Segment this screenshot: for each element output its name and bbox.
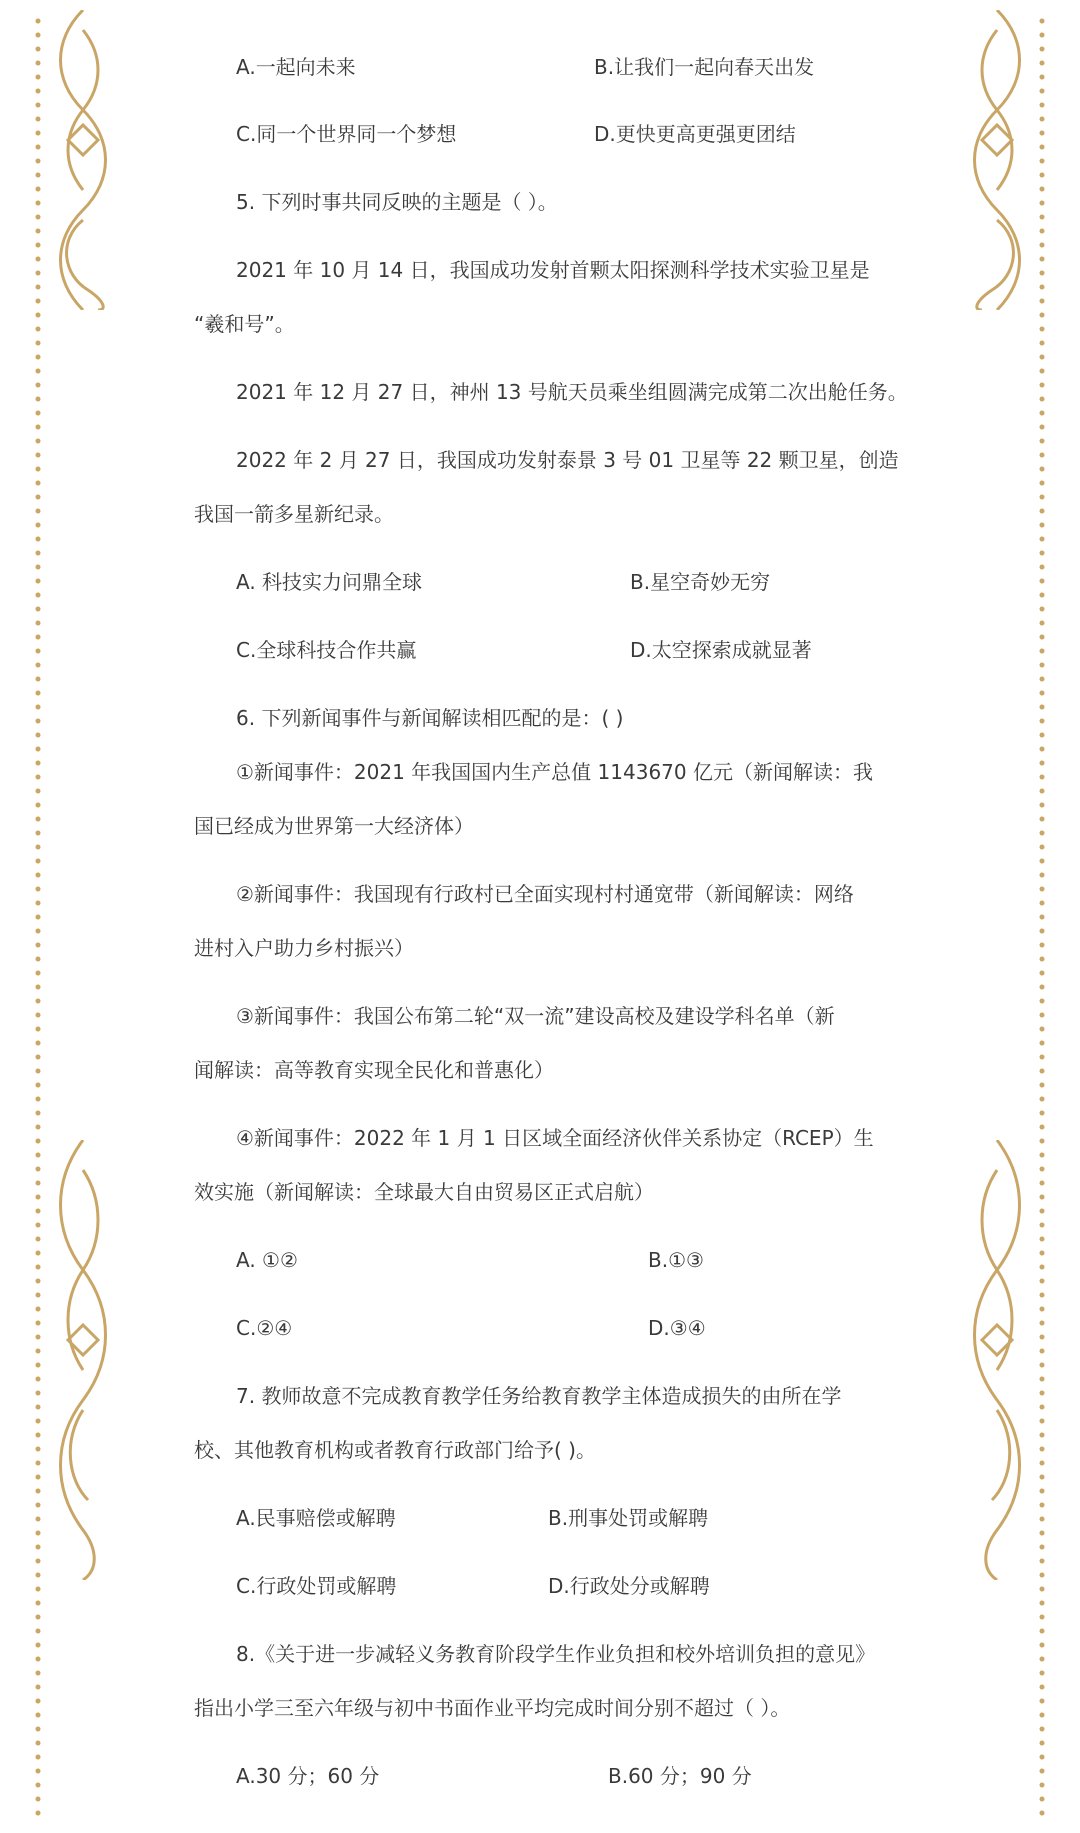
q6-stem: 6. 下列新闻事件与新闻解读相匹配的是：( ) [236, 706, 624, 730]
q8-option-a: A.30 分；60 分 [236, 1764, 380, 1788]
q7-option-d: D.行政处分或解聘 [548, 1574, 710, 1598]
q5-event-line: 我国一箭多星新纪录。 [194, 502, 394, 526]
q6-item-line: 进村入户助力乡村振兴） [194, 936, 414, 960]
q6-item-line: ②新闻事件：我国现有行政村已全面实现村村通宽带（新闻解读：网络 [236, 882, 854, 906]
q6-item-line: 效实施（新闻解读：全球最大自由贸易区正式启航） [194, 1180, 654, 1204]
q7-option-a: A.民事赔偿或解聘 [236, 1506, 396, 1530]
q6-item-line: ①新闻事件：2021 年我国国内生产总值 1143670 亿元（新闻解读：我 [236, 760, 873, 784]
q5-option-d: D.太空探索成就显著 [630, 638, 812, 662]
q6-option-d: D.③④ [648, 1316, 706, 1340]
q6-item-line: 闻解读：高等教育实现全民化和普惠化） [194, 1058, 554, 1082]
q7-stem: 7. 教师故意不完成教育教学任务给教育教学主体造成损失的由所在学 [236, 1384, 842, 1408]
q8-stem: 指出小学三至六年级与初中书面作业平均完成时间分别不超过（ ）。 [194, 1696, 791, 1720]
left-dotted-border [34, 14, 42, 1819]
q5-option-a: A. 科技实力问鼎全球 [236, 570, 423, 594]
q6-option-a: A. ①② [236, 1248, 298, 1272]
q5-option-b: B.星空奇妙无穷 [630, 570, 771, 594]
q8-stem: 8.《关于进一步减轻义务教育阶段学生作业负担和校外培训负担的意见》 [236, 1642, 876, 1666]
q5-event-line: “羲和号”。 [194, 312, 295, 336]
q5-event-line: 2021 年 12 月 27 日，神州 13 号航天员乘坐组圆满完成第二次出舱任务。 [236, 380, 908, 404]
q6-item-line: ④新闻事件：2022 年 1 月 1 日区域全面经济伙伴关系协定（RCEP）生 [236, 1126, 874, 1150]
q7-option-c: C.行政处罚或解聘 [236, 1574, 397, 1598]
right-top-ornament [962, 10, 1032, 310]
right-dotted-border [1038, 14, 1046, 1819]
q7-option-b: B.刑事处罚或解聘 [548, 1506, 709, 1530]
q6-item-line: 国已经成为世界第一大经济体） [194, 814, 474, 838]
q6-option-c: C.②④ [236, 1316, 293, 1340]
left-top-ornament [48, 10, 118, 310]
q6-item-line: ③新闻事件：我国公布第二轮“双一流”建设高校及建设学科名单（新 [236, 1004, 835, 1028]
q4-option-d: D.更快更高更强更团结 [594, 122, 796, 146]
right-bottom-ornament [962, 1140, 1032, 1580]
q7-stem: 校、其他教育机构或者教育行政部门给予( )。 [194, 1438, 596, 1462]
q5-event-line: 2021 年 10 月 14 日，我国成功发射首颗太阳探测科学技术实验卫星是 [236, 258, 870, 282]
q5-event-line: 2022 年 2 月 27 日，我国成功发射泰景 3 号 01 卫星等 22 颗卫星，创造 [236, 448, 899, 472]
q6-option-b: B.①③ [648, 1248, 704, 1272]
q5-option-c: C.全球科技合作共赢 [236, 638, 417, 662]
q4-option-b: B.让我们一起向春天出发 [594, 55, 815, 79]
q4-option-a: A.一起向未来 [236, 55, 356, 79]
q8-option-b: B.60 分；90 分 [608, 1764, 752, 1788]
q4-option-c: C.同一个世界同一个梦想 [236, 122, 457, 146]
left-bottom-ornament [48, 1140, 118, 1580]
q5-stem: 5. 下列时事共同反映的主题是（ ）。 [236, 190, 558, 214]
